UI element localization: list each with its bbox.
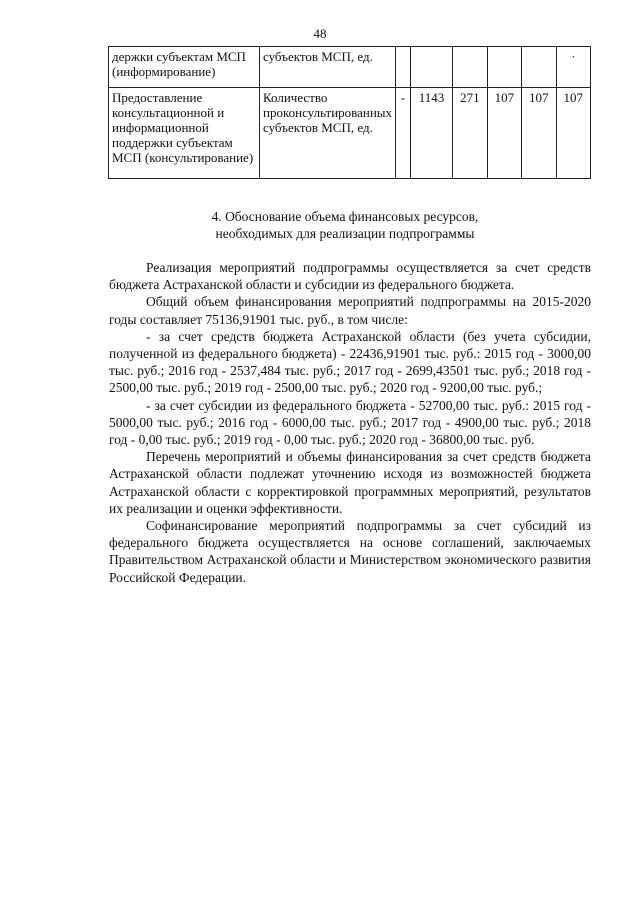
- table-cell-value: 107: [487, 88, 521, 179]
- paragraph: Софинансирование мероприятий подпрограммы за счет субсидий из федерального бюджета осуществляется на основе соглашений, заключаемых Правительством Астраханской области и Министерством экономического развития Российской Федерации.: [109, 518, 591, 585]
- paragraph: Перечень мероприятий и объемы финансирования за счет средств бюджета Астраханской области подлежат уточнению исходя из возможностей бюджета Астраханской области с корректировкой программных мероприятий, результатов их реализации и оценки эффективности.: [109, 449, 591, 516]
- table-cell-value: ·: [556, 47, 590, 88]
- table-row: [109, 47, 591, 88]
- table-cell-value: [410, 47, 452, 88]
- section-body: [109, 259, 591, 586]
- paragraph: Реализация мероприятий подпрограммы осуществляется за счет средств бюджета Астраханской области и субсидии из федерального бюджета.: [109, 260, 591, 293]
- paragraph: - за счет субсидии из федерального бюджета - 52700,00 тыс. руб.: 2015 год - 5000,00 тыс. руб.; 2016 год - 6000,00 тыс. руб.; 2017 год - 4900,00 тыс. руб.; 2018 год - 0,00 тыс. руб.; 2019 год - 0,00 тыс. руб.; 2020 год - 36800,00 тыс. руб.: [109, 397, 591, 448]
- section-heading-line: 4. Обоснование объема финансовых ресурсов,: [211, 209, 479, 224]
- table-cell-value: 1143: [410, 88, 452, 179]
- paragraph: - за счет средств бюджета Астраханской области (без учета субсидии, полученной из федерального бюджета) - 22436,91901 тыс. руб.: 2015 год - 3000,00 тыс. руб.; 2016 год - 2537,484 тыс. руб.; 2017 год - 2699,43501 тыс. руб.; 2018 год - 2500,00 тыс. руб.; 2019 год - 2500,00 тыс. руб.; 2020 год - 9200,00 тыс. руб.;: [109, 328, 591, 396]
- table-row: [109, 88, 591, 179]
- table-cell-value: 271: [453, 88, 487, 179]
- table-cell-activity: держки субъектам МСП (информирование): [109, 47, 260, 88]
- program-table: [108, 46, 591, 179]
- page-number: 48: [313, 26, 327, 41]
- table-cell-activity: Предоставление консультационной и информационной поддержки субъектам МСП (консультирование): [109, 88, 260, 179]
- table-cell-indicator: Количество проконсультированных субъектов МСП, ед.: [260, 88, 396, 179]
- table-cell-value: [453, 47, 487, 88]
- table-cell-value: [522, 47, 556, 88]
- table-cell-value: [487, 47, 521, 88]
- table-cell-value: -: [396, 88, 411, 179]
- paragraph: Общий объем финансирования мероприятий подпрограммы на 2015-2020 годы составляет 75136,91901 тыс. руб., в том числе:: [109, 294, 591, 327]
- table-cell-indicator: субъектов МСП, ед.: [260, 47, 396, 88]
- table-cell-value: 107: [556, 88, 590, 179]
- section-heading: [120, 208, 570, 242]
- section-heading-line: необходимых для реализации подпрограммы: [215, 226, 475, 241]
- table-cell-value: 107: [522, 88, 556, 179]
- table-cell-value: [396, 47, 411, 88]
